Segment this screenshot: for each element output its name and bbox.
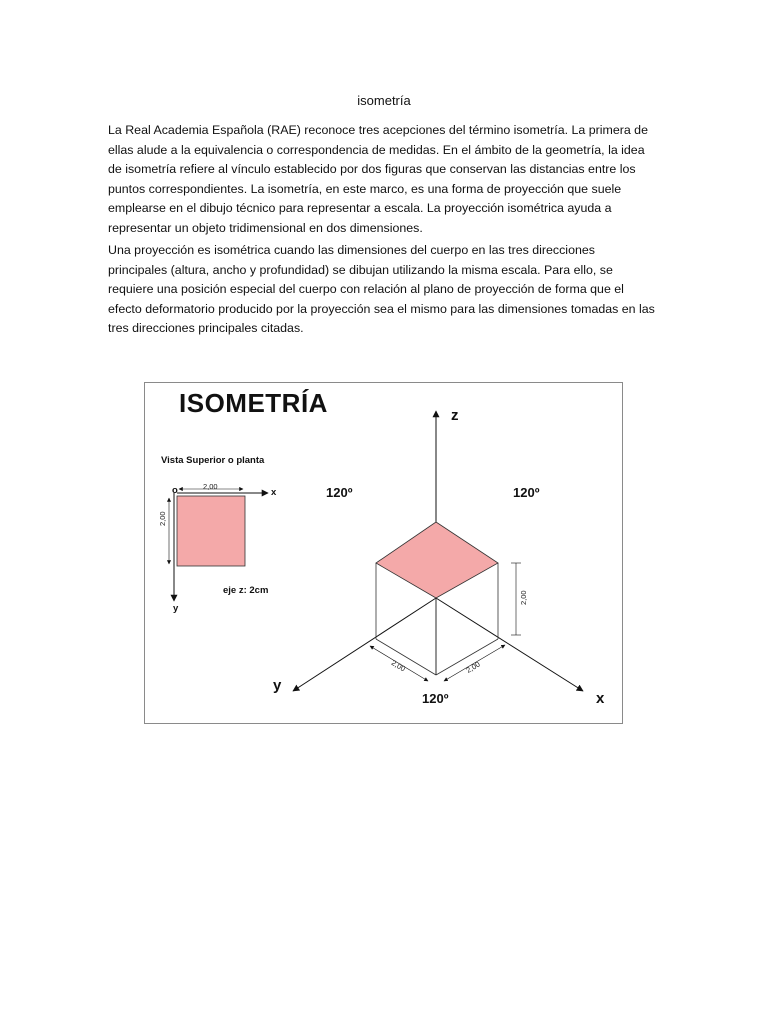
paragraph-intro: La Real Academia Española (RAE) reconoce tres acepciones del término isometría. La primera de ellas alude a la equivalencia o correspondencia de medidas. En el ámbito de la geometría, la idea de isometría refiere al vínculo establecido por dos figuras que conservan las distancias entre los puntos correspondientes. La isometría, en este marco, es una forma de proyección que suele emplearse en el dibujo técnico para representar a escala. La proyección isométrica ayuda a representar un objeto tridimensional en dos dimensiones. [108, 123, 648, 235]
isometry-drawing [145, 383, 624, 725]
x-axis-line [436, 598, 583, 691]
cube-top-face [376, 522, 498, 598]
figure-title: ISOMETRÍA [179, 388, 328, 418]
plan-origin-label: o [172, 485, 178, 496]
cube-height-dim: 2,00 [519, 590, 528, 605]
z-axis-note: eje z: 2cm [223, 585, 269, 596]
angle-left-label: 120º [326, 485, 353, 500]
cube-left-dim: 2,00 [389, 658, 408, 674]
plan-square [177, 496, 245, 566]
cube-edge-bottom-left [376, 639, 436, 675]
document-title: isometría [357, 93, 411, 108]
plan-y-axis-label: y [173, 603, 179, 614]
plan-view-label: Vista Superior o planta [161, 455, 265, 466]
y-axis-line [293, 598, 436, 691]
x-axis-label: x [596, 690, 605, 707]
plan-width-dim: 2,00 [203, 482, 218, 491]
angle-bottom-label: 120º [422, 691, 449, 706]
plan-height-dim: 2,00 [158, 511, 167, 526]
isometry-figure [144, 382, 623, 724]
plan-x-axis-label: x [271, 487, 277, 498]
angle-right-label: 120º [513, 485, 540, 500]
z-axis-label: z [451, 407, 459, 424]
cube-right-dim: 2,00 [464, 659, 482, 675]
y-axis-label: y [273, 677, 282, 694]
paragraph-definition: Una proyección es isométrica cuando las dimensiones del cuerpo en las tres direcciones principales (altura, ancho y profundidad) se dibujan utilizando la misma escala. Para ello, se requiere una posición especial del cuerpo con relación al plano de proyección de forma que el efecto deformatorio producido por la proyección sea el mismo para las dimensiones tomadas en las tres direcciones principales citadas. [108, 243, 655, 335]
